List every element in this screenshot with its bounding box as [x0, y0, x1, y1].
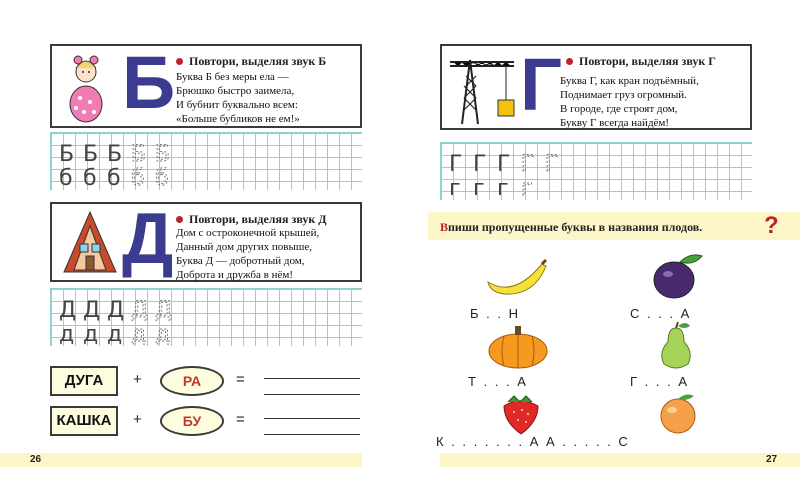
- poem: Буква Б без меры ела — Брюшко быстро заимела, И бубнит буквально всем: «Больше бубликов не ем!»: [176, 71, 300, 125]
- card-heading: Повтори, выделяя звук Д: [176, 212, 327, 227]
- trace-lower-4: д: [131, 322, 147, 347]
- trace-upper-4: Г: [521, 152, 535, 177]
- trace-lower-4: г: [521, 176, 533, 201]
- trace-lower-1: б: [59, 166, 73, 191]
- tracing-grid-b: [50, 132, 362, 190]
- pumpkin-icon: [486, 324, 550, 370]
- card-letter-b: [50, 41, 362, 128]
- syllable-oval: БУ: [160, 406, 224, 436]
- trace-upper-2: Г: [473, 152, 487, 177]
- big-letter: Г: [520, 43, 562, 126]
- bullet-dot-icon: [566, 58, 573, 65]
- poem: Дом с остроконечной крышей, Данный дом других повыше, Буква Д — добротный дом, Доброта и дружба в нём!: [176, 227, 320, 281]
- equals-sign: =: [236, 411, 245, 428]
- strawberry-icon: [500, 392, 542, 436]
- answer-line[interactable]: [264, 418, 360, 419]
- trace-lower-1: д: [59, 322, 75, 347]
- card-heading: Повтори, выделяя звук Г: [566, 54, 716, 69]
- girl-illustration-icon: [62, 50, 112, 124]
- tracing-grid-g: [440, 142, 752, 200]
- trace-upper-5: Д: [155, 298, 173, 323]
- plus-sign: +: [133, 371, 142, 388]
- poem: Буква Г, как кран подъёмный, Поднимает груз огромный. В городе, где строят дом, Букву Г всегда найдём!: [560, 75, 699, 129]
- house-icon: [62, 210, 118, 276]
- trace-upper-2: Б: [83, 142, 99, 167]
- fruit-word: Т . . . А: [468, 374, 528, 389]
- fruit-word: Б . . Н: [470, 306, 520, 321]
- task-instruction: Впиши пропущенные буквы в названия плодов.: [440, 220, 703, 234]
- trace-upper-3: Д: [107, 298, 125, 323]
- tracing-letters: [441, 143, 753, 201]
- tracing-letters: [51, 289, 363, 347]
- trace-lower-2: г: [473, 176, 485, 201]
- page-footer-band: [440, 453, 800, 467]
- trace-upper-4: Д: [131, 298, 149, 323]
- trace-upper-3: Б: [107, 142, 123, 167]
- trace-lower-2: б: [83, 166, 97, 191]
- fruit-word: К . . . . . . . А А . . . . . С: [436, 434, 630, 449]
- trace-upper-5: Г: [545, 152, 559, 177]
- word-box: ДУГА: [50, 366, 118, 396]
- trace-lower-3: б: [107, 166, 121, 191]
- trace-lower-2: д: [83, 322, 99, 347]
- apricot-icon: [656, 392, 700, 434]
- answer-line[interactable]: [264, 434, 360, 435]
- tracing-grid-d: [50, 288, 362, 346]
- tracing-letters: [51, 133, 363, 191]
- card-letter-g: [440, 44, 752, 130]
- big-letter: Д: [122, 199, 174, 279]
- fruit-word: С . . . А: [630, 306, 692, 321]
- crane-icon: [448, 50, 516, 126]
- plum-icon: [650, 250, 706, 302]
- card-heading: Повтори, выделяя звук Б: [176, 54, 326, 69]
- answer-line[interactable]: [264, 394, 360, 395]
- card-letter-d: [50, 199, 362, 282]
- trace-upper-4: Б: [131, 142, 147, 167]
- pear-icon: [656, 322, 696, 372]
- trace-lower-3: д: [107, 322, 123, 347]
- trace-lower-5: б: [155, 166, 169, 191]
- page-footer-band: [0, 453, 362, 467]
- trace-lower-3: г: [497, 176, 509, 201]
- trace-lower-5: д: [155, 322, 171, 347]
- big-letter: Б: [122, 41, 176, 124]
- page-number: 26: [30, 454, 42, 465]
- banana-icon: [484, 258, 550, 298]
- trace-upper-2: Д: [83, 298, 101, 323]
- trace-lower-4: б: [131, 166, 145, 191]
- equals-sign: =: [236, 371, 245, 388]
- trace-lower-1: г: [449, 176, 461, 201]
- trace-upper-1: Г: [449, 152, 463, 177]
- trace-upper-3: Г: [497, 152, 511, 177]
- answer-line[interactable]: [264, 378, 360, 379]
- question-mark-icon: ?: [764, 212, 779, 239]
- page-number: 27: [766, 454, 778, 465]
- plus-sign: +: [133, 411, 142, 428]
- trace-upper-1: Б: [59, 142, 75, 167]
- trace-upper-5: Б: [155, 142, 171, 167]
- fruit-word: Г . . . А: [630, 374, 689, 389]
- word-box: КАШКА: [50, 406, 118, 436]
- bullet-dot-icon: [176, 216, 183, 223]
- bullet-dot-icon: [176, 58, 183, 65]
- syllable-oval: РА: [160, 366, 224, 396]
- trace-upper-1: Д: [59, 298, 77, 323]
